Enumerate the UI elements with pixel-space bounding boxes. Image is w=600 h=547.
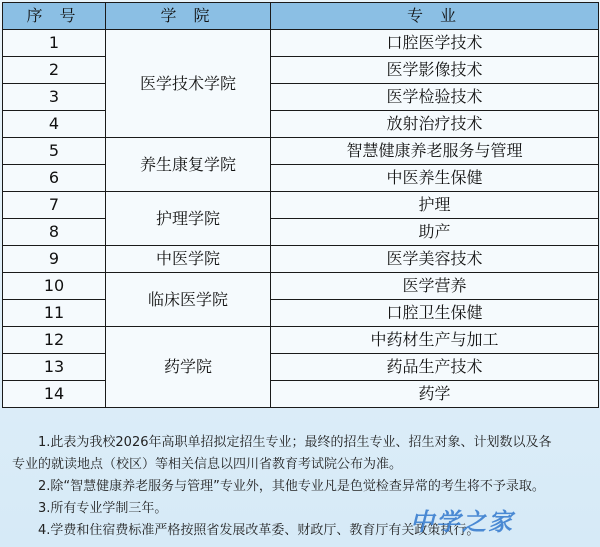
row-major: 中药材生产与加工 xyxy=(271,327,599,354)
header-college: 学 院 xyxy=(106,3,271,30)
row-no: 7 xyxy=(3,192,106,219)
row-major: 助产 xyxy=(271,219,599,246)
table-row xyxy=(3,192,599,219)
row-major: 医学营养 xyxy=(271,273,599,300)
table-row xyxy=(3,327,599,354)
table-header-row xyxy=(3,3,599,30)
table-row xyxy=(3,273,599,300)
college-cell: 临床医学院 xyxy=(106,273,271,327)
table-row xyxy=(3,84,599,111)
row-major: 医学影像技术 xyxy=(271,57,599,84)
table-row xyxy=(3,354,599,381)
note-line: 1.此表为我校2026年高职单招拟定招生专业；最终的招生专业、招生对象、计划数以及各 xyxy=(38,435,552,450)
table-row xyxy=(3,381,599,408)
majors-table xyxy=(2,2,599,408)
row-major: 口腔卫生保健 xyxy=(271,300,599,327)
row-no: 9 xyxy=(3,246,106,273)
header-major: 专 业 xyxy=(271,3,599,30)
row-no: 14 xyxy=(3,381,106,408)
note-line: 2.除“智慧健康养老服务与管理”专业外，其他专业凡是色觉检查异常的考生将不予录取。 xyxy=(38,479,545,494)
row-major: 护理 xyxy=(271,192,599,219)
table-row xyxy=(3,300,599,327)
note-line: 3.所有专业学制三年。 xyxy=(38,501,168,516)
college-cell: 中医学院 xyxy=(106,246,271,273)
row-no: 10 xyxy=(3,273,106,300)
table-row xyxy=(3,165,599,192)
row-no: 1 xyxy=(3,30,106,57)
table-row xyxy=(3,30,599,57)
row-no: 11 xyxy=(3,300,106,327)
row-major: 医学美容技术 xyxy=(271,246,599,273)
row-no: 5 xyxy=(3,138,106,165)
note-line: 4.学费和住宿费标准严格按照省发展改革委、财政厅、教育厅有关政策执行。 xyxy=(38,523,480,538)
row-major: 药学 xyxy=(271,381,599,408)
college-cell: 医学技术学院 xyxy=(106,30,271,138)
note-line: 专业的就读地点（校区）等相关信息以四川省教育考试院公布为准。 xyxy=(12,457,403,472)
row-major: 放射治疗技术 xyxy=(271,111,599,138)
row-no: 3 xyxy=(3,84,106,111)
college-cell: 药学院 xyxy=(106,327,271,408)
row-no: 4 xyxy=(3,111,106,138)
table-row xyxy=(3,57,599,84)
header-no: 序 号 xyxy=(3,3,106,30)
college-cell: 养生康复学院 xyxy=(106,138,271,192)
row-no: 13 xyxy=(3,354,106,381)
college-cell: 护理学院 xyxy=(106,192,271,246)
row-major: 中医养生保健 xyxy=(271,165,599,192)
row-no: 8 xyxy=(3,219,106,246)
row-major: 口腔医学技术 xyxy=(271,30,599,57)
table-row xyxy=(3,219,599,246)
row-major: 医学检验技术 xyxy=(271,84,599,111)
table-row xyxy=(3,138,599,165)
row-no: 6 xyxy=(3,165,106,192)
row-major: 智慧健康养老服务与管理 xyxy=(271,138,599,165)
watermark-logo: 中学之家 xyxy=(410,507,514,536)
row-no: 12 xyxy=(3,327,106,354)
row-no: 2 xyxy=(3,57,106,84)
row-major: 药品生产技术 xyxy=(271,354,599,381)
table-row xyxy=(3,246,599,273)
table-row xyxy=(3,111,599,138)
